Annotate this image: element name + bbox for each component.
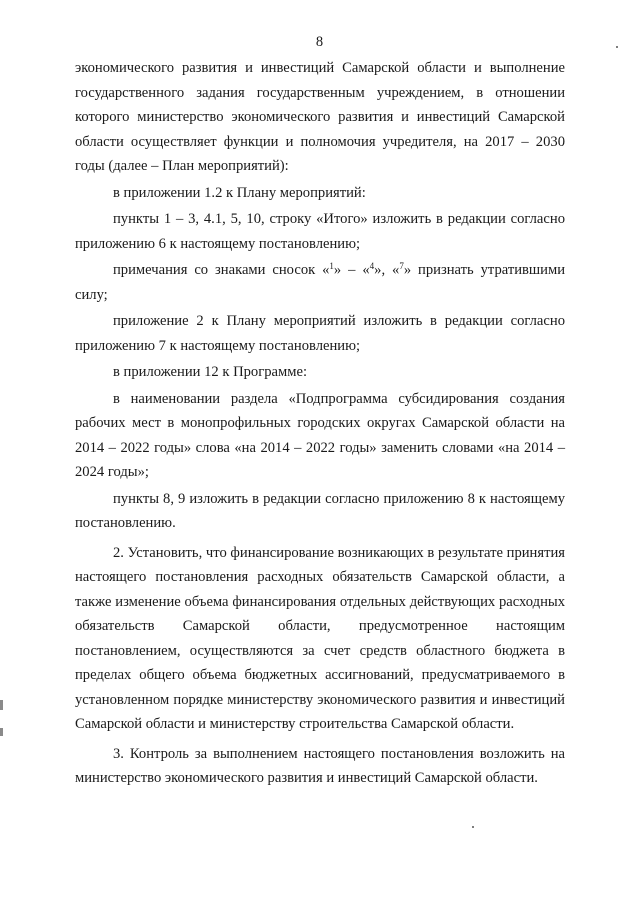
footnotes-mid-2: », « <box>374 262 400 278</box>
scan-speck <box>472 826 474 828</box>
paragraph-appendix-1-2: в приложении 1.2 к Плану мероприятий: <box>113 184 366 201</box>
document-body <box>75 56 565 791</box>
paragraph-footnotes <box>75 258 565 307</box>
paragraph-section-title-change: в наименовании раздела «Подпрограмма субсидирования создания рабочих мест в монопрофильных городских округах Самарской области на 2014 – 2022 годы» слова «на 2014 – 2022 годы» заменить словами «на 2014 – 2024 годы»; <box>75 390 565 480</box>
paragraph-items-8-9: пункты 8, 9 изложить в редакции согласно приложению 8 к настоящему постановлению. <box>75 490 565 531</box>
footnotes-mid-1: » – « <box>333 262 370 278</box>
scan-edge-mark <box>0 700 3 710</box>
paragraph-clause-3-control: 3. Контроль за выполнением настоящего постановления возложить на министерство экономического развития и инвестиций Самарской области. <box>75 745 565 786</box>
scan-speck <box>616 46 618 48</box>
scan-edge-mark <box>0 728 3 736</box>
footnotes-suffix: » признать утратившими силу; <box>75 262 566 303</box>
footnote-mark-7: 7 <box>399 261 404 271</box>
footnote-mark-4: 4 <box>369 261 375 271</box>
paragraph-clause-2-financing: 2. Установить, что финансирование возникающих в результате принятия настоящего постановления расходных обязательств Самарской области, а также изменение объема финансирования отдельных действующих расходных обязательств Самарской области, предусмотренное настоящим постановлением, осуществляются за счет средств областного бюджета в пределах общего объема бюджетных ассигнований, предусматриваемого в установленном порядке министерству экономического развития и инвестиций Самарской области и министерству строительства Самарской области. <box>75 544 565 732</box>
paragraph-continuation: экономического развития и инвестиций Самарской области и выполнение государственного задания государственным учреждением, в отношении которого министерство экономического развития и инвестиций Самарской области осуществляет функции и полномочия учредителя, на 2017 – 2030 годы (далее – План мероприятий): <box>75 60 565 174</box>
paragraph-appendix-12: в приложении 12 к Программе: <box>113 364 307 380</box>
footnotes-prefix: примечания со знаками сносок « <box>113 262 330 278</box>
paragraph-items-1-10: пункты 1 – 3, 4.1, 5, 10, строку «Итого» изложить в редакции согласно приложению 6 к настоящему постановлению; <box>75 211 565 252</box>
paragraph-appendix-2: приложение 2 к Плану мероприятий изложить в редакции согласно приложению 7 к настоящему постановлению; <box>75 313 565 354</box>
page-number: 8 <box>315 34 324 50</box>
footnote-mark-1: 1 <box>329 261 334 271</box>
